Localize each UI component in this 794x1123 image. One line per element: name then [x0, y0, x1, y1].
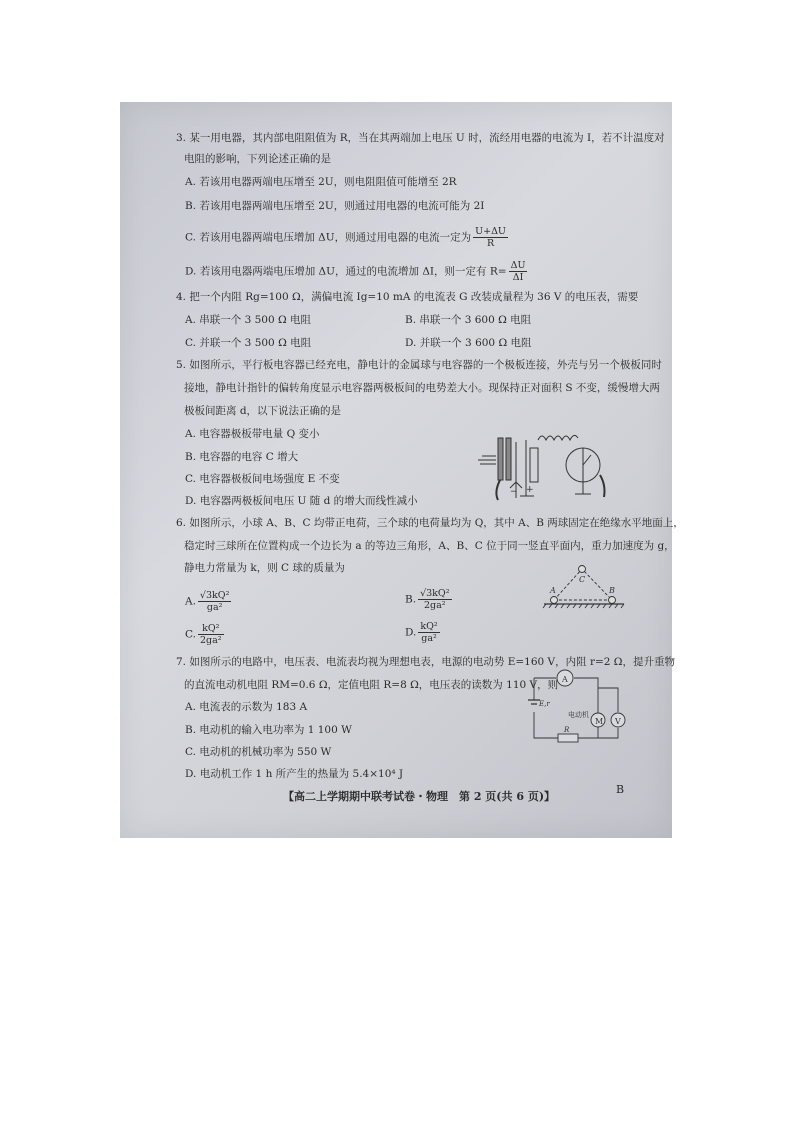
- q3-stem-line1: 3. 某一用电器，其内部电阻阻值为 R，当在其两端加上电压 U 时，流经用电器的电流为 I，若不计温度对: [176, 132, 665, 144]
- q5-option-d: D. 电容器两极板间电压 U 随 d 的增大而线性减小: [185, 495, 418, 507]
- q5-capacitor-electrometer-figure: [470, 420, 620, 505]
- q5-figure-plus-sign: +: [526, 485, 534, 495]
- fraction-denominator: 2ga²: [423, 600, 446, 611]
- fraction-denominator: ga²: [421, 633, 437, 644]
- q6-option-d: [405, 621, 440, 644]
- q3-option-c-fraction: [473, 226, 508, 249]
- q4-option-d: D. 并联一个 3 600 Ω 电阻: [405, 337, 532, 349]
- q6-option-b-fraction: [418, 588, 451, 611]
- q7-ammeter-label: A: [562, 675, 568, 684]
- q6-option-b-label: B.: [405, 593, 417, 606]
- q7-option-b: B. 电动机的输入电功率为 1 100 W: [185, 724, 352, 736]
- q7-motor-symbol: M: [595, 717, 604, 726]
- q3-option-c-text: C. 若该用电器两端电压增加 ΔU，则通过用电器的电流一定为: [185, 231, 472, 244]
- fraction-denominator: ga²: [206, 602, 223, 613]
- q7-circuit-diagram: [520, 668, 630, 746]
- q3-option-c: [185, 226, 508, 249]
- q7-resistor-label: R: [564, 726, 570, 734]
- q3-option-d-text: D. 若该用电器两端电压增加 ΔU，通过的电流增加 ΔI，则一定有 R=: [185, 265, 507, 278]
- q6-option-a: [185, 590, 231, 613]
- q4-option-a: A. 串联一个 3 500 Ω 电阻: [185, 314, 312, 326]
- fraction-numerator: U+ΔU: [475, 226, 506, 237]
- q4-option-b: B. 串联一个 3 600 Ω 电阻: [405, 314, 532, 326]
- q6-figure-label-c: C: [579, 575, 586, 584]
- q7-voltmeter-label: V: [615, 717, 621, 726]
- q6-option-c: [185, 623, 224, 646]
- q7-stem-line1: 7. 如图所示的电路中，电压表、电流表均视为理想电表，电源的电动势 E=160 V，内阻 r=2 Ω，提升重物: [176, 656, 675, 668]
- q6-option-c-label: C.: [185, 628, 196, 641]
- q7-option-d: D. 电动机工作 1 h 所产生的热量为 5.4×10⁴ J: [185, 768, 404, 780]
- page-footer: 【高二上学期期中联考试卷・物理 第 2 页(共 6 页)】: [283, 790, 556, 803]
- q5-figure-minus-sign: −: [510, 487, 518, 497]
- q7-source-label: E,r: [539, 700, 550, 708]
- fraction-numerator: ΔU: [510, 260, 526, 271]
- q6-figure-label-a: A: [550, 586, 556, 595]
- fraction-denominator: ΔI: [512, 272, 524, 283]
- q6-option-a-label: A.: [185, 595, 196, 608]
- q7-option-a: A. 电流表的示数为 183 A: [185, 701, 308, 713]
- q6-option-d-label: D.: [405, 626, 417, 639]
- q6-option-b: [405, 588, 452, 611]
- fraction-numerator: √3kQ²: [420, 588, 450, 599]
- q7-stem-line2: 的直流电动机电阻 RM=0.6 Ω，定值电阻 R=8 Ω，电压表的读数为 110 V，则: [184, 679, 559, 691]
- fraction-numerator: kQ²: [420, 621, 438, 632]
- q6-figure-label-b: B: [609, 586, 615, 595]
- q3-stem-line2: 电阻的影响，下列论述正确的是: [184, 153, 331, 165]
- q5-option-a: A. 电容器极板带电量 Q 变小: [185, 428, 320, 440]
- q6-option-d-fraction: [418, 621, 439, 644]
- q4-stem: 4. 把一个内阻 Rg=100 Ω，满偏电流 Ig=10 mA 的电流表 G 改装成量程为 36 V 的电压表，需要: [176, 291, 639, 303]
- q7-motor-label: 电动机: [568, 711, 589, 719]
- q6-option-c-fraction: [198, 623, 224, 646]
- q6-stem-line1: 6. 如图所示，小球 A、B、C 均带正电荷，三个球的电荷量均为 Q，其中 A、B 两球固定在绝缘水平地面上，: [176, 517, 684, 529]
- q5-stem-line3: 极板间距离 d，以下说法正确的是: [184, 405, 342, 417]
- fraction-numerator: kQ²: [198, 623, 224, 635]
- version-mark: B: [616, 783, 625, 796]
- q6-stem-line2: 稳定时三球所在位置构成一个边长为 a 的等边三角形，A、B、C 位于同一竖直平面内，重力加速度为 g，: [184, 540, 675, 552]
- q3-option-d-fraction: [509, 260, 528, 283]
- fraction-denominator: R: [486, 238, 495, 249]
- q4-option-c: C. 并联一个 3 500 Ω 电阻: [185, 337, 312, 349]
- q3-option-a: A. 若该用电器两端电压增至 2U，则电阻阻值可能增至 2R: [185, 176, 457, 188]
- q5-option-b: B. 电容器的电容 C 增大: [185, 451, 299, 463]
- q3-option-d: [185, 260, 527, 283]
- q7-option-c: C. 电动机的机械功率为 550 W: [185, 746, 332, 758]
- q6-stem-line3: 静电力常量为 k，则 C 球的质量为: [184, 562, 345, 574]
- q5-stem-line2: 接地，静电计指针的偏转角度显示电容器两极板间的电势差大小。现保持正对面积 S 不变，缓慢增大两: [184, 382, 660, 394]
- q5-stem-line1: 5. 如图所示，平行板电容器已经充电，静电计的金属球与电容器的一个极板连接，外壳与另一个极板同时: [176, 359, 662, 371]
- q5-option-c: C. 电容器极板间电场强度 E 不变: [185, 473, 340, 485]
- q3-option-b: B. 若该用电器两端电压增至 2U，则通过用电器的电流可能为 2I: [185, 200, 485, 212]
- fraction-numerator: √3kQ²: [199, 590, 230, 601]
- q6-triangle-figure: [544, 560, 626, 610]
- fraction-denominator: 2ga²: [200, 635, 222, 646]
- q6-option-a-fraction: [198, 590, 231, 613]
